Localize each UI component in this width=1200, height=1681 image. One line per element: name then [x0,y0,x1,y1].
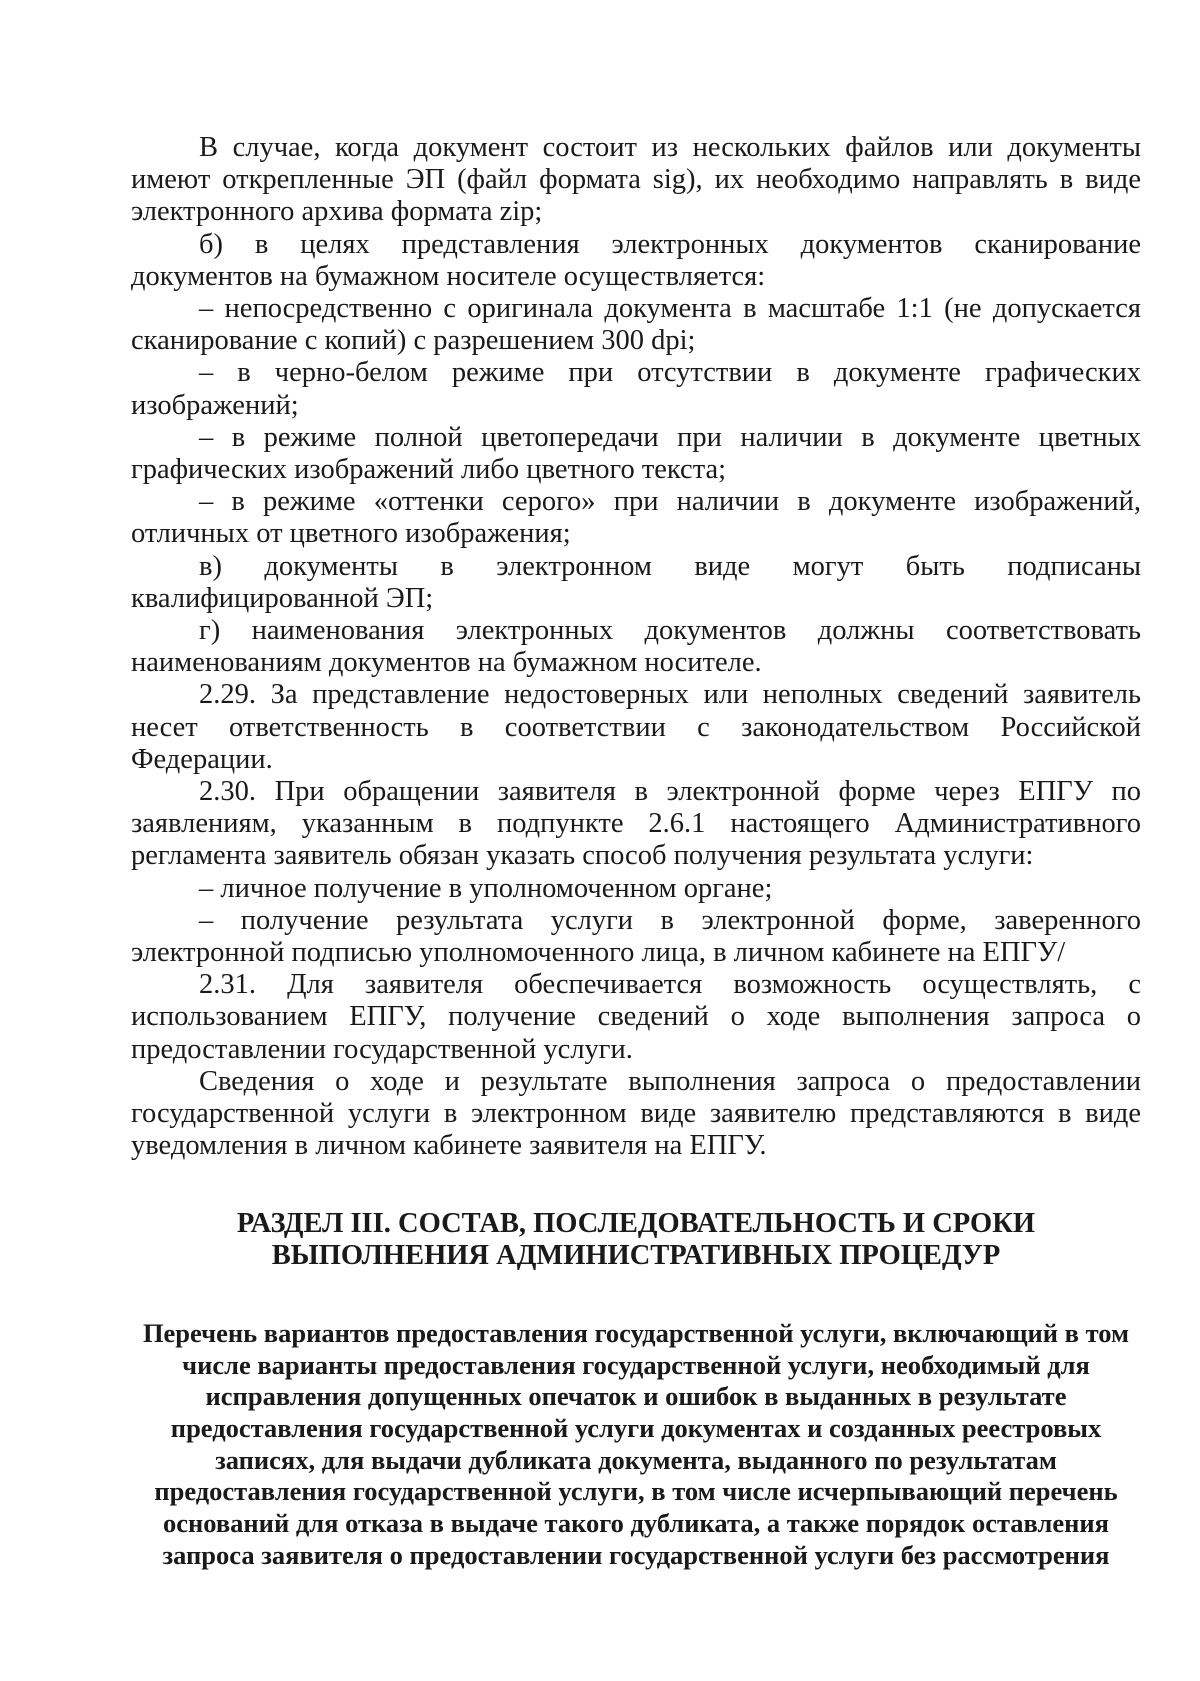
paragraph-document-names: г) наименования электронных документов должны соответствовать наименованиям документов на бумажном носителе. [131,615,1141,679]
paragraph-scanning-intro: б) в целях представления электронных документов сканирование документов на бумажном носителе осуществляется: [131,228,1141,292]
paragraph-archive-zip: В случае, когда документ состоит из нескольких файлов или документы имеют открепленные ЭП (файл формата sig), их необходимо направлять в виде электронного архива формата zip; [131,132,1141,228]
document-body [131,132,1141,1572]
paragraph-2-31: 2.31. Для заявителя обеспечивается возможность осуществлять, с использованием ЕПГУ, получение сведений о ходе выполнения запроса о предоставлении государственной услуги. [131,969,1141,1065]
subsection-title: Перечень вариантов предоставления государственной услуги, включающий в том числе варианты предоставления государственной услуги, необходимый для исправления допущенных опечаток и ошибок в выданных в результате предоставления государственной услуги документах и созданных реестровых записях, для выдачи дубликата документа, выданного по результатам предоставления государственной услуги, в том числе исчерпывающий перечень оснований для отказа в выдаче такого дубликата, а также порядок оставления запроса заявителя о предоставлении государственной услуги без рассмотрения [142,1317,1130,1570]
paragraph-electronic-receipt: – получение результата услуги в электронной форме, заверенного электронной подписью уполномоченного лица, в личном кабинете на ЕПГУ/ [131,904,1141,969]
paragraph-personal-receipt: – личное получение в уполномоченном органе; [199,872,773,904]
paragraph-status-info: Сведения о ходе и результате выполнения запроса о предоставлении государственной услуги в электронном виде заявителю представляются в виде уведомления в личном кабинете заявителя на ЕПГУ. [131,1065,1141,1162]
paragraph-2-29: 2.29. За представление недостоверных или неполных сведений заявитель несет ответственность в соответствии с законодательством Российской Федерации. [131,679,1141,775]
paragraph-scan-color: – в режиме полной цветопередачи при наличии в документе цветных графических изображений либо цветного текста; [131,421,1141,486]
paragraph-scan-grayscale: – в режиме «оттенки серого» при наличии в документе изображений, отличных от цветного изображения; [131,486,1141,550]
paragraph-scan-original: – непосредственно с оригинала документа в масштабе 1:1 (не допускается сканирование с копий) с разрешением 300 dpi; [131,293,1141,357]
paragraph-scan-bw: – в черно-белом режиме при отсутствии в документе графических изображений; [131,357,1141,421]
section-title: РАЗДЕЛ III. СОСТАВ, ПОСЛЕДОВАТЕЛЬНОСТЬ И СРОКИ ВЫПОЛНЕНИЯ АДМИНИСТРАТИВНЫХ ПРОЦЕДУР [236,1207,1036,1271]
paragraph-2-30: 2.30. При обращении заявителя в электронной форме через ЕПГУ по заявлениям, указанным в подпункте 2.6.1 настоящего Административного регламента заявитель обязан указать способ получения результата услуги: [131,776,1141,872]
paragraph-signature: в) документы в электронном виде могут быть подписаны квалифицированной ЭП; [131,550,1141,614]
